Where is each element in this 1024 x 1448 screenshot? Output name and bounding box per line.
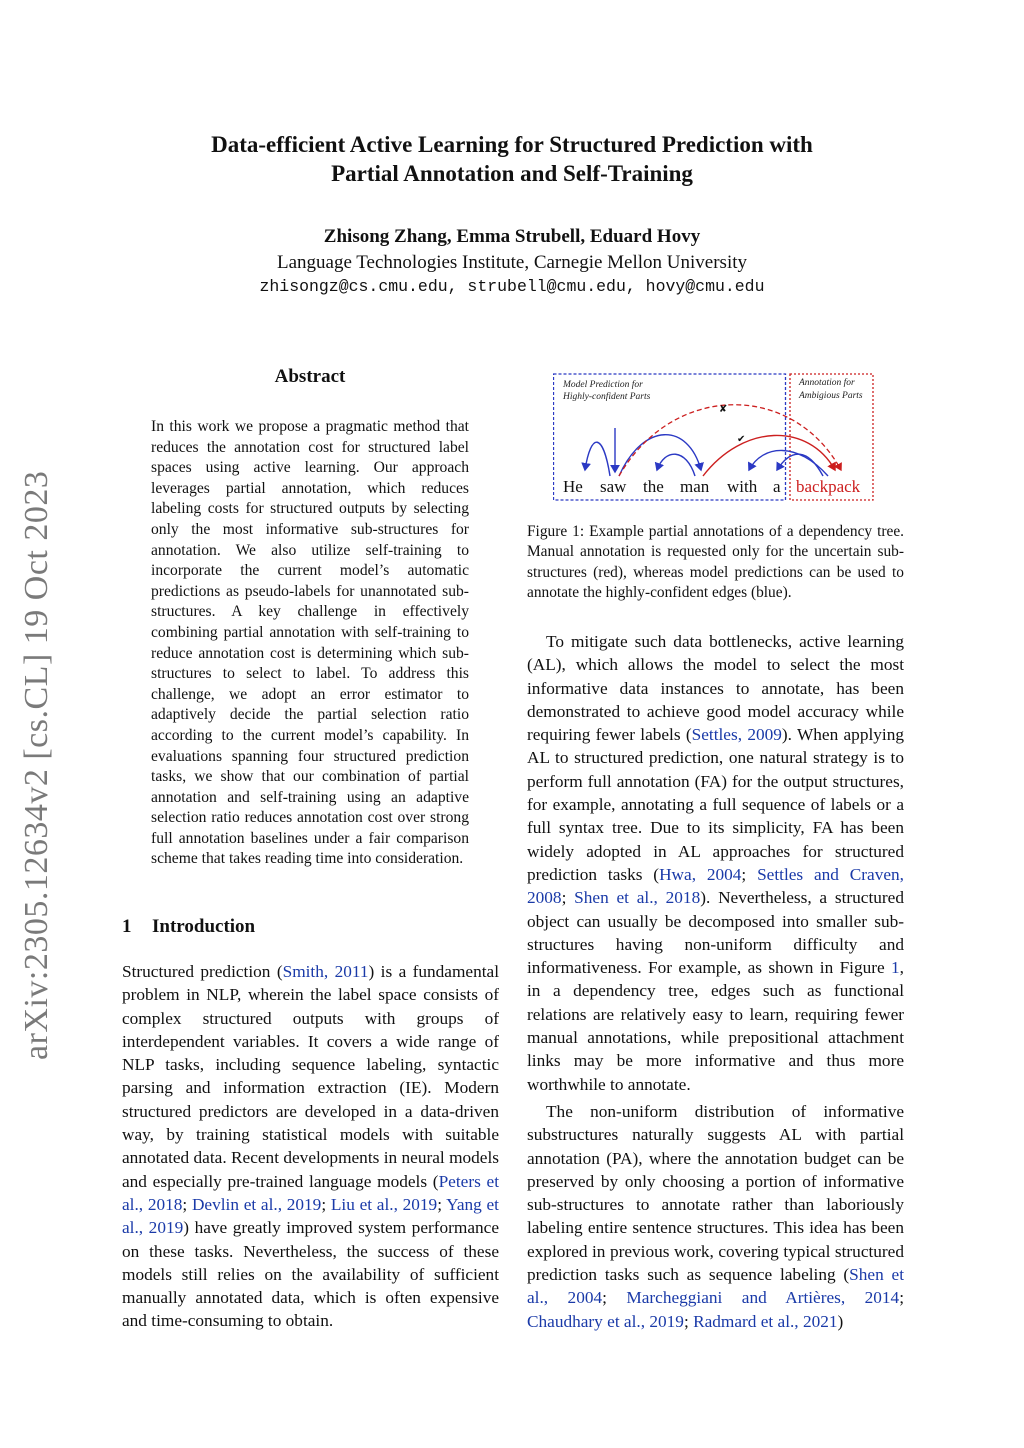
title-line-2: Partial Annotation and Self-Training xyxy=(331,161,693,186)
citation-link[interactable]: Liu et al., 2019 xyxy=(330,1194,438,1214)
arc-backpack-with xyxy=(749,450,828,476)
section-title: Introduction xyxy=(152,916,256,937)
citation-link[interactable]: Settles and Craven, 2008 xyxy=(527,864,904,908)
arc-wrong-saw-backpack xyxy=(619,405,841,476)
citation-link[interactable]: Shen et al., 2004 xyxy=(527,1265,904,1308)
arc-saw-he xyxy=(585,442,610,476)
citation-link[interactable]: Chaudhary et al., 2019 xyxy=(527,1311,684,1331)
figure-dependency-tree xyxy=(553,372,883,504)
word-backpack: backpack xyxy=(796,477,861,496)
citation-link[interactable]: Hwa, 2004 xyxy=(659,864,742,884)
arc-saw-man xyxy=(619,435,701,476)
citation-link[interactable]: Radmard et al., 2021 xyxy=(693,1311,838,1331)
intro-paragraph-1: Structured prediction (Smith, 2011) is a fundamental problem in NLP, wherein the label space consists of complex structured outputs with groups of interdependent variables. It covers a wide range of NLP tasks, including sequence labeling, syntactic parsing and information extraction (IE). Modern structured predictors are developed in a data-driven way, by training statistical models with suitable annotated data. Recent developments in neural models and especially pre-trained language models (Peters et al., 2018; Devlin et al., 2019; Liu et al., 2019; Yang et al., 2019) have greatly improved system performance on these tasks. Nevertheless, the success of these models still relies on the availability of sufficient manually annotated data, which is often expensive and time-consuming to obtain. xyxy=(122,962,499,1331)
abstract-heading: Abstract xyxy=(274,366,346,387)
figure-ref-link[interactable]: 1 xyxy=(891,958,900,978)
figure-caption: Figure 1: Example partial annotations of a dependency tree. Manual annotation is requested only for the uncertain sub-structures (red), whereas model predictions can be used to annotate the highly-confident edges (blue). xyxy=(527,523,904,602)
citation-link[interactable]: Marcheggiani and Artières, 2014 xyxy=(626,1288,900,1308)
title-line-1: Data-efficient Active Learning for Structured Prediction with xyxy=(211,132,813,157)
word-he: He xyxy=(563,477,583,496)
annotation-box-label-2: Ambigious Parts xyxy=(799,391,863,401)
model-box-label-1: Model Prediction for xyxy=(563,380,643,390)
citation-link[interactable]: Shen et al., 2018 xyxy=(574,888,701,908)
left-column-body xyxy=(122,960,499,1333)
word-the: the xyxy=(643,477,664,496)
citation-link[interactable]: Settles, 2009 xyxy=(691,725,782,745)
right-column-body xyxy=(527,630,904,1333)
arc-man-the xyxy=(657,454,695,476)
word-saw: saw xyxy=(600,477,627,496)
affiliation: Language Technologies Institute, Carnegie Mellon University xyxy=(276,252,748,273)
paper-title xyxy=(0,130,1024,188)
word-a: a xyxy=(773,477,781,496)
section-heading xyxy=(122,916,255,938)
annotation-box-label-1: Annotation for xyxy=(799,378,855,388)
word-with: with xyxy=(727,477,758,496)
arc-correct-man-backpack xyxy=(703,435,835,476)
word-man: man xyxy=(680,477,710,496)
correct-mark-icon: ✔ xyxy=(737,434,746,445)
section-number: 1 xyxy=(122,916,132,937)
citation-link[interactable]: Yang et al., 2019 xyxy=(122,1194,499,1238)
model-box-label-2: Highly-confident Parts xyxy=(563,392,651,402)
citation-link[interactable]: Smith, 2011 xyxy=(282,962,369,981)
arxiv-identifier: arXiv:2305.12634v2 [cs.CL] 19 Oct 2023 xyxy=(18,470,55,1060)
author-emails: zhisongz@cs.cmu.edu, strubell@cmu.edu, hovy@cmu.edu xyxy=(259,277,765,296)
abstract-text: In this work we propose a pragmatic method that reduces the annotation cost for structured label spaces using active learning. Our approach leverages partial annotation, which reduces labeling costs for structured outputs by selecting only the most informative sub-structures for annotation. We also utilize self-training to incorporate the current model’s automatic predictions as pseudo-labels for unannotated sub-structures. A key challenge in effectively combining partial annotation with self-training to reduce annotation cost is determining which sub-structures to select to label. To address this challenge, we adopt an error estimator to adaptively decide the partial selection ratio according to the current model’s capability. In evaluations spanning four structured prediction tasks, we show that our combination of partial annotation and self-training using an adaptive selection ratio reduces annotation cost over strong full annotation baselines under a fair comparison scheme that takes reading time into consideration. xyxy=(151,418,469,868)
intro-paragraph-2: To mitigate such data bottlenecks, active learning (AL), which allows the model to select the most informative data instances to annotate, has been demonstrated to achieve good model accuracy while requiring fewer labels (Settles, 2009). When applying AL to structured prediction, one natural strategy is to perform full annotation (FA) for the output structures, for example, annotating a full sequence of labels or a full syntax tree. Due to its simplicity, FA has been widely adopted in AL approaches for structured prediction tasks (Hwa, 2004; Settles and Craven, 2008; Shen et al., 2018). Nevertheless, a structured object can usually be decomposed into smaller sub-structures having non-uniform difficulty and informativeness. For example, as shown in Figure 1, in a dependency tree, edges such as functional relations are relatively easy to learn, requiring fewer manual annotations, while prepositional attachment links may be more informative and thus more worthwhile to annotate. xyxy=(527,632,904,1094)
intro-paragraph-3: The non-uniform distribution of informative substructures naturally suggests AL with partial annotation (PA), where the annotation budget can be preserved by only choosing a portion of informative sub-structures to annotate rather than laboriously labeling entire sentence structures. This idea has been explored in previous work, covering typical structured prediction tasks such as sequence labeling (Shen et al., 2004; Marcheggiani and Artières, 2014; Chaudhary et al., 2019; Radmard et al., 2021) xyxy=(527,1101,905,1331)
citation-link[interactable]: Peters et al., 2018 xyxy=(122,1171,499,1214)
authors: Zhisong Zhang, Emma Strubell, Eduard Hovy xyxy=(323,226,701,247)
citation-link[interactable]: Devlin et al., 2019 xyxy=(191,1194,322,1214)
wrong-mark-icon: ✘ xyxy=(719,404,728,415)
